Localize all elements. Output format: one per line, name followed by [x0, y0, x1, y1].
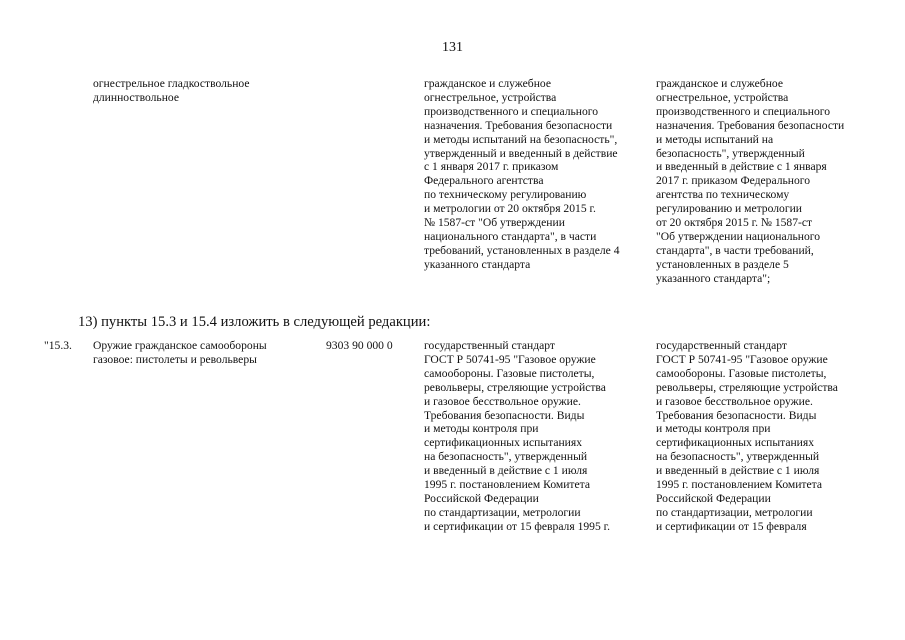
new-standard-text-prev: гражданское и служебное огнестрельное, устройства производственного и специального назначения. Требования безопасности и методы испытаний на безопасность", утвержденный и введенный в действие с 1 января 2017 г. приказом Федерального агентства по техническому регулированию и метрологии от 20 октября 2015 г. № 1587-ст "Об утверждении национального стандарта", в части требований, установленных в разделе 5 указанного стандарта";	[656, 77, 845, 285]
tnved-code-15-3: 9303 90 000 0	[326, 339, 393, 352]
item-name-15-3: Оружие гражданское самообороны газовое: пистолеты и револьверы	[93, 339, 267, 366]
item-name-prev: огнестрельное гладкоствольное длинноствольное	[93, 77, 250, 104]
page-number: 131	[442, 40, 463, 55]
old-standard-text-prev: гражданское и служебное огнестрельное, устройства производственного и специального назначения. Требования безопасности и методы испытаний на безопасность", утвержденный и введенный в действие с 1 января 2017 г. приказом Федерального агентства по техническому регулированию и метрологии от 20 октября 2015 г. № 1587-ст "Об утверждении национального стандарта", в части требований, установленных в разделе 4 указанного стандарта	[424, 77, 620, 271]
item-number-15-3: "15.3.	[44, 339, 72, 352]
old-standard-text-15-3: государственный стандарт ГОСТ Р 50741-95 "Газовое оружие самообороны. Газовые пистолеты, револьверы, стреляющие устройства и газовое бесствольное оружие. Требования безопасности. Виды и методы контроля при сертификационных испытаниях на безопасность", утвержденный и введенный в действие с 1 июля 1995 г. постановлением Комитета Российской Федерации по стандартизации, метрологии и сертификации от 15 февраля 1995 г.	[424, 339, 611, 533]
new-standard-text-15-3: государственный стандарт ГОСТ Р 50741-95 "Газовое оружие самообороны. Газовые пистолеты, револьверы, стреляющие устройства и газовое бесствольное оружие. Требования безопасности. Виды и методы контроля при сертификационных испытаниях на безопасность", утвержденный и введенный в действие с 1 июля 1995 г. постановлением Комитета Российской Федерации по стандартизации, метрологии и сертификации от 15 февраля	[656, 339, 838, 533]
amendment-instruction: 13) пункты 15.3 и 15.4 изложить в следующей редакции:	[78, 314, 431, 330]
